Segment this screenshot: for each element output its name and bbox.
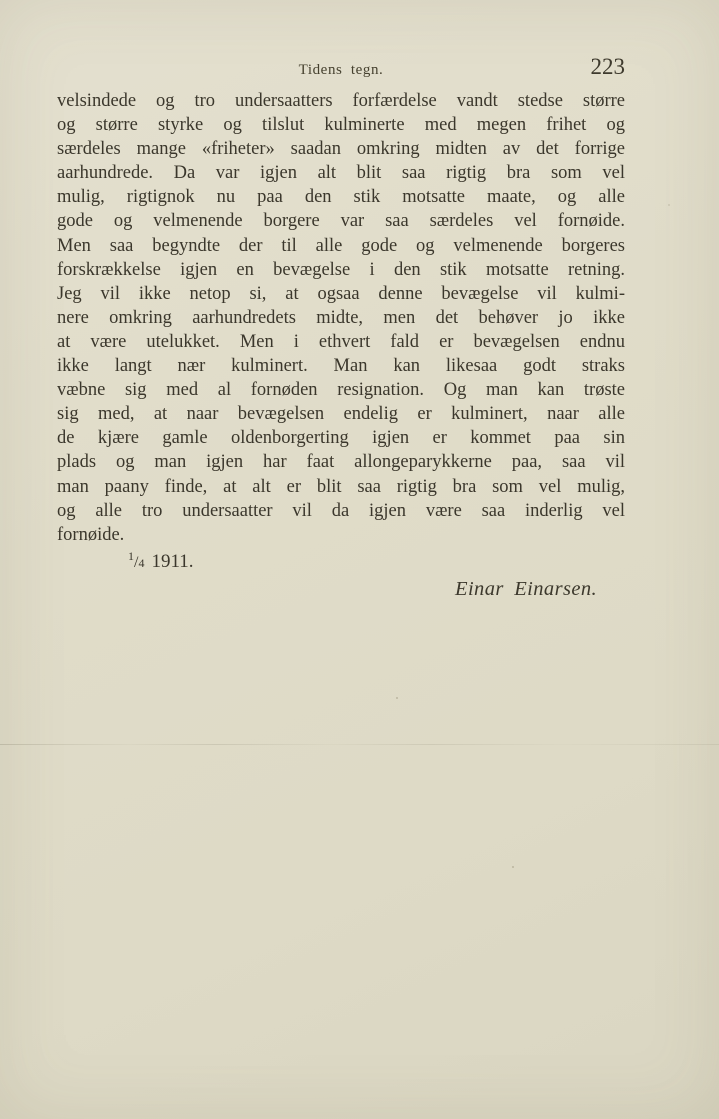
fraction-numerator: 1 [128,549,134,563]
text-line: aarhundrede. Da var igjen alt blit saa rigtig bra som vel [57,163,625,184]
text-line: man paany finde, at alt er blit saa rigtig bra som vel mulig, [57,476,625,497]
signature: Einar Einarsen. [455,578,597,600]
text-line: Men saa begyndte der til alle gode og velmenende borgeres [57,235,625,256]
text-line: og større styrke og tilslut kulminerte med megen frihet og [57,115,625,136]
running-title: Tidens tegn. [298,62,384,78]
text-line: sig med, at naar bevægelsen endelig er kulminert, naar alle [57,404,625,425]
text-line: ikke langt nær kulminert. Man kan likesaa godt straks [57,356,625,377]
text-line: gode og velmenende borgere var saa særdeles vel fornøide. [57,211,625,232]
text-line: plads og man igjen har faat allongeparykkerne paa, saa vil [57,452,625,473]
page-number: 223 [590,54,625,79]
text-line: de kjære gamle oldenborgerting igjen er kommet paa sin [57,428,625,449]
paper-speck [668,204,670,206]
fraction-denominator: 4 [138,556,145,570]
text-line: fornøide. [57,524,125,545]
text-line: at være utelukket. Men i ethvert fald er bevægelsen endnu [57,331,625,352]
text-line: særdeles mange «friheter» saadan omkring midten av det forrige [57,139,625,160]
date-line [128,549,194,573]
text-line: nere omkring aarhundredets midte, men det behøver jo ikke [57,307,625,328]
paper-crease [0,744,719,745]
text-line: væbne sig med al fornøden resignation. Og man kan trøste [57,380,625,401]
fraction-slash: / [134,554,139,571]
text-line: forskrækkelse igjen en bevægelse i den stik motsatte retning. [57,259,625,280]
text-line: Jeg vil ikke netop si, at ogsaa denne bevægelse vil kulmi- [57,283,625,304]
paper-speck [396,697,398,699]
date-year: 1911. [151,551,194,572]
text-line: og alle tro undersaatter vil da igjen være saa inderlig vel [57,500,625,521]
text-line: mulig, rigtignok nu paa den stik motsatte maate, og alle [57,187,625,208]
body-text [57,89,625,547]
paper-speck [512,866,514,868]
text-line: velsindede og tro undersaatters forfærdelse vandt stedse større [57,91,625,111]
